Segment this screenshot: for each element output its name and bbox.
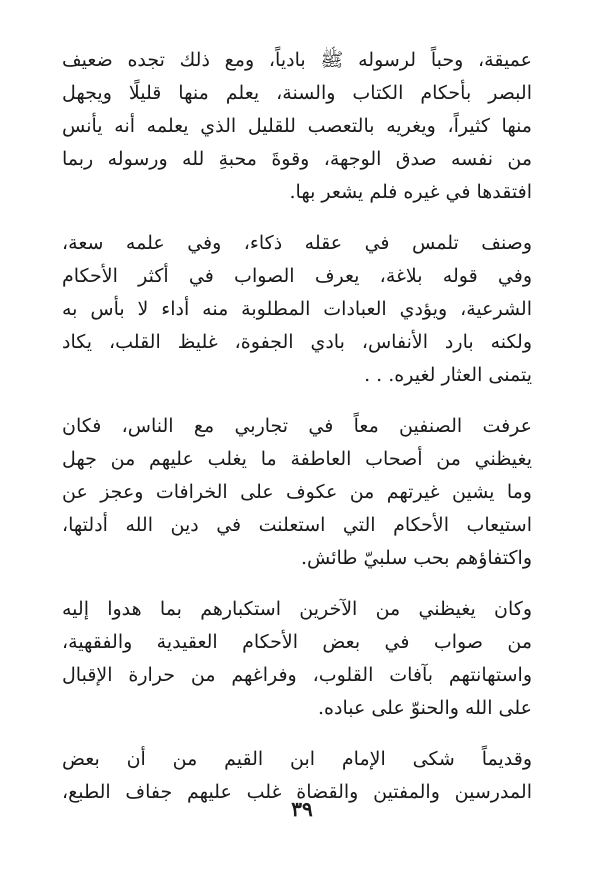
text-line: منها كثيراً، ويغريه بالتعصب للقليل الذي يعلمه أنه يأنس [62,115,532,137]
text-line: من نفسه صدق الوجهة، وقوةَ محبةِ لله ورسوله ربما [62,148,532,170]
text-line: وما يشين غيرتهم من عكوف على الخرافات وعجز عن [62,481,532,503]
text-line: وصنف تلمس في عقله ذكاء، وفي علمه سعة، [62,232,532,254]
text-line: المدرسين والمفتين والقضاة غلب عليهم جفاف الطبع، [62,781,532,803]
text-line: من صواب في بعض الأحكام العقيدية والفقهية، [62,631,532,653]
text-line: وفي قوله بلاغة، يعرف الصواب في أكثر الأحكام [62,265,532,287]
text-line: واكتفاؤهم بحب سلبيّ طائش. [300,547,532,569]
text-line: افتقدها في غيره فلم يشعر بها. [289,181,532,203]
text-line: الشرعية، ويؤدي العبادات المطلوبة منه أداء لا بأس به [62,298,532,320]
paragraph-2 [62,227,532,392]
paragraph-4 [62,593,532,725]
text-line: ولكنه بارد الأنفاس، بادي الجفوة، غليظ القلب، يكاد [62,331,532,353]
paragraph-1 [62,44,532,209]
body-text [62,44,532,827]
text-line: وقديماً شكى الإمام ابن القيم من أن بعض [62,748,532,770]
text-line: عرفت الصنفين معاً في تجاربي مع الناس، فكان [62,415,532,437]
text-line: يتمنى العثار لغيره. . . [364,364,532,386]
text-line: عميقة، وحباً لرسوله ﷺ بادياً، ومع ذلك تجده ضعيف [62,49,532,71]
text-line: استيعاب الأحكام التي استعلنت في دين الله أدلتها، [62,514,532,536]
paragraph-3 [62,410,532,575]
text-line: واستهانتهم بآفات القلوب، وفراغهم من حرارة الإقبال [62,664,532,686]
text-line: البصر بأحكام الكتاب والسنة، يعلم منها قليلًا ويجهل [62,82,532,104]
text-line: يغيظني من أصحاب العاطفة ما يغلب عليهم من جهل [62,448,532,470]
text-line: وكان يغيظني من الآخرين استكبارهم بما هدوا إليه [62,598,532,620]
page-number: ٣٩ [291,797,313,821]
text-line: على الله والحنوّ على عباده. [317,697,532,719]
